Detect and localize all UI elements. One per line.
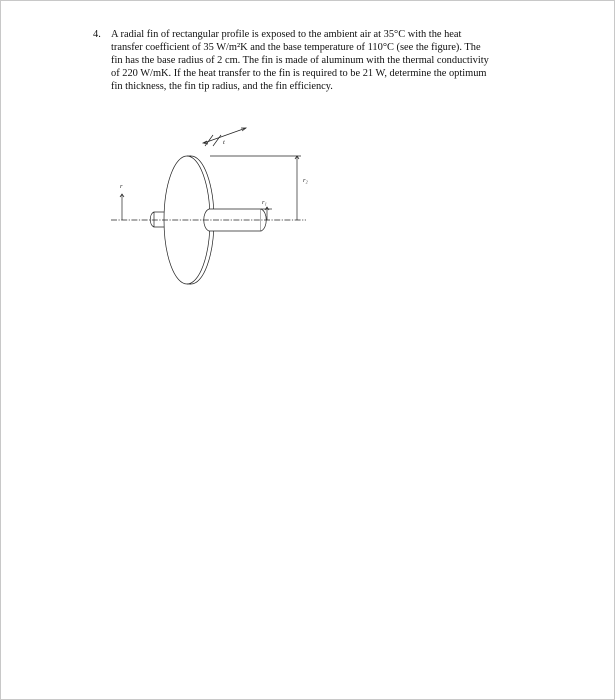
- problem-statement: [111, 28, 543, 93]
- inner-radius-label: r₁: [262, 199, 267, 206]
- problem-line-3: fin has the base radius of 2 cm. The fin is made of aluminum with the thermal conductivity: [111, 55, 489, 67]
- radial-fin-figure: [101, 116, 321, 296]
- problem-line-1: A radial fin of rectangular profile is exposed to the ambient air at 35°C with the heat: [111, 29, 462, 40]
- problem-line-5: fin thickness, the fin tip radius, and the fin efficiency.: [111, 81, 333, 93]
- problem-4: [93, 28, 543, 93]
- thickness-label: t: [223, 139, 225, 146]
- problem-line-4: of 220 W/mK. If the heat transfer to the fin is required to be 21 W, determine the optimum: [111, 68, 487, 80]
- left-tube-cap: [150, 212, 154, 227]
- radial-fin-diagram: [101, 116, 321, 296]
- radius-label: r: [120, 183, 123, 190]
- thickness-arrow-line: [204, 128, 246, 143]
- outer-radius-label: r₂: [303, 177, 308, 184]
- thickness-leader-right: [213, 135, 221, 146]
- problem-number: 4.: [93, 29, 101, 40]
- problem-line-2: transfer coefficient of 35 W/m²K and the base temperature of 110°C (see the figure). The: [111, 42, 481, 54]
